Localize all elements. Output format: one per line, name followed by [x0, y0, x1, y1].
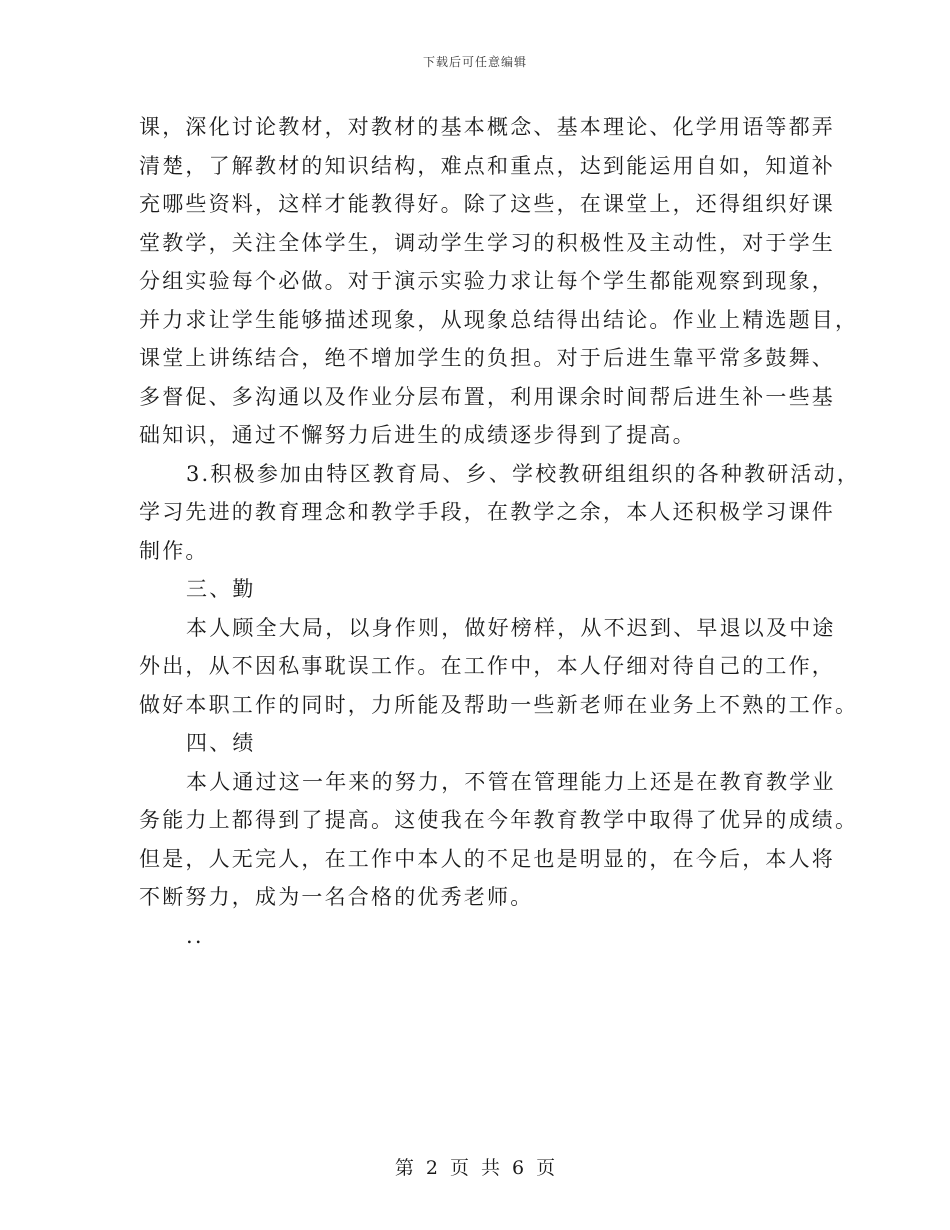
text-line: 础知识，通过不懈努力后进生的成绩逐步得到了提高。: [139, 423, 696, 447]
text-line: 但是，人无完人，在工作中本人的不足也是明显的，在今后，本人将: [139, 846, 835, 871]
text-line: 本人通过这一年来的努力，不管在管理能力上还是在教育教学业: [186, 769, 836, 794]
text-line: 本人顾全大局，以身作则，做好榜样，从不迟到、早退以及中途: [186, 615, 836, 640]
text-line: 并力求让学生能够描述现象，从现象总结得出结论。作业上精选题目，: [139, 307, 859, 332]
text-line: 课，深化讨论教材，对教材的基本概念、基本理论、化学用语等都弄: [139, 115, 835, 139]
text-line: 不断努力，成为一名合格的优秀老师。: [139, 885, 534, 909]
section-heading: 三、勤: [186, 577, 256, 601]
section-heading: 四、绩: [186, 731, 256, 755]
text-line: 做好本职工作的同时，力所能及帮助一些新老师在业务上不熟的工作。: [139, 692, 859, 717]
text-line: 务能力上都得到了提高。这使我在今年教育教学中取得了优异的成绩。: [139, 808, 859, 832]
text-line: 制作。: [139, 538, 209, 563]
page-header: 下载后可任意编辑: [422, 55, 527, 69]
text-line: 多督促、多沟通以及作业分层布置，利用课余时间帮后进生补一些基: [139, 384, 835, 409]
text-line: 分组实验每个必做。对于演示实验力求让每个学生都能观察到现象，: [139, 269, 835, 293]
text-line: 清楚，了解教材的知识结构，难点和重点，达到能运用自如，知道补: [139, 153, 835, 178]
text-line: 堂教学，关注全体学生，调动学生学习的积极性及主动性，对于学生: [139, 230, 835, 255]
text-line: 外出，从不因私事耽误工作。在工作中，本人仔细对待自己的工作，: [139, 654, 835, 678]
text-line: ..: [186, 923, 204, 948]
text-line: 学习先进的教育理念和教学手段，在教学之余，本人还积极学习课件: [139, 500, 835, 524]
text-line: 课堂上讲练结合，绝不增加学生的负担。对于后进生靠平常多鼓舞、: [139, 346, 835, 370]
page-number: 第 2 页 共 6 页: [394, 1157, 556, 1179]
document-body: [139, 108, 861, 955]
text-line: 3.积极参加由特区教育局、乡、学校教研组组织的各种教研活动，: [186, 461, 861, 486]
text-line: 充哪些资料，这样才能教得好。除了这些，在课堂上，还得组织好课: [139, 192, 835, 216]
